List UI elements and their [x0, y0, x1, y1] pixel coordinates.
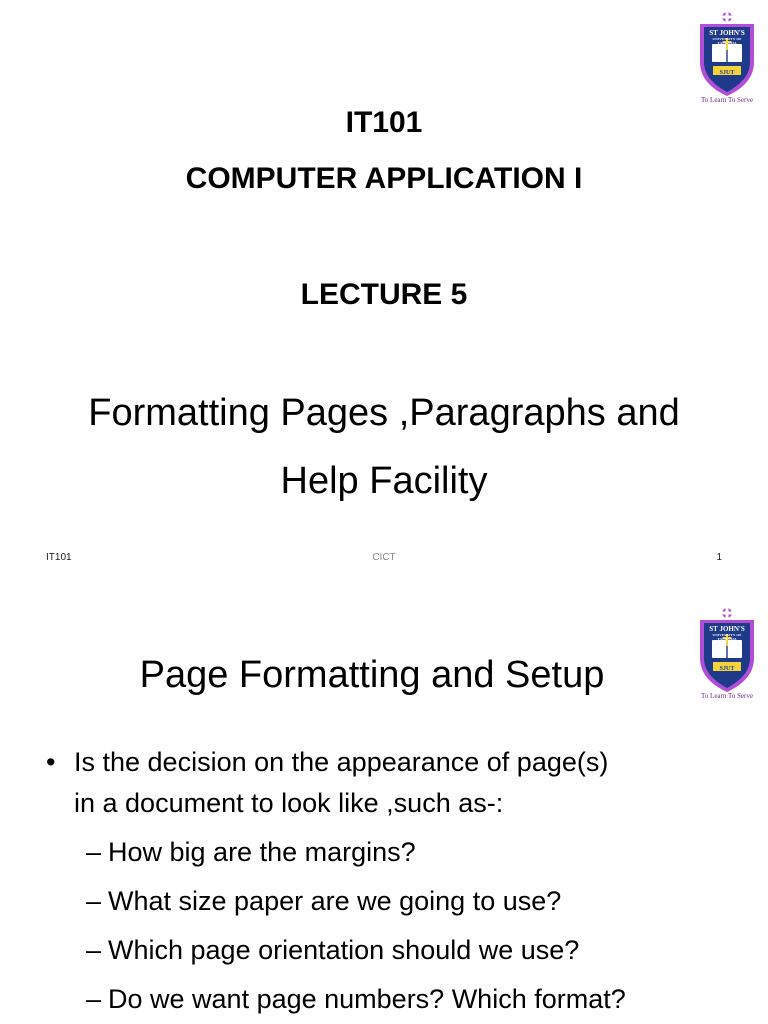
- dash-marker: –: [86, 984, 102, 1014]
- crest-motto: To Learn To Serve: [701, 692, 753, 700]
- sub-bullet-text: Do we want page numbers? Which format?: [108, 984, 626, 1014]
- footer-department: CICT: [372, 552, 396, 563]
- dash-marker: –: [86, 886, 102, 916]
- sub-bullet-item: [86, 930, 579, 971]
- dash-marker: –: [86, 935, 102, 965]
- crest-name: ST JOHN'S: [709, 625, 745, 633]
- bullet-marker: •: [46, 747, 56, 777]
- sub-bullet-item: [86, 832, 416, 873]
- crest-abbr: SJUT: [719, 666, 735, 672]
- sub-bullet-text: Which page orientation should we use?: [108, 935, 580, 965]
- subject-heading: COMPUTER APPLICATION I: [185, 162, 583, 195]
- lecture-title-line2: Help Facility: [280, 460, 488, 502]
- sub-bullet-text: How big are the margins?: [108, 837, 416, 867]
- crest-name: ST JOHN'S: [709, 29, 745, 37]
- footer-course: IT101: [46, 552, 72, 563]
- lecture-title-line1: Formatting Pages ,Paragraphs and: [88, 392, 680, 434]
- crest-subname: UNIVERSITY OF TANZANIA: [712, 633, 742, 641]
- crest-subname: UNIVERSITY OF TANZANIA: [712, 37, 742, 45]
- slide-title: Page Formatting and Setup: [139, 654, 605, 696]
- bullet-text-line1: Is the decision on the appearance of page(s): [74, 747, 609, 777]
- content-slide: [0, 584, 768, 1024]
- course-code-heading: IT101: [345, 106, 423, 139]
- university-crest-logo: [696, 10, 758, 110]
- crest-shield-icon: [696, 10, 758, 98]
- crest-abbr: SJUT: [719, 70, 735, 76]
- bullet-text-line2: in a document to look like ,such as-:: [74, 788, 504, 818]
- lecture-heading: LECTURE 5: [300, 278, 468, 311]
- footer-page-number: 1: [716, 552, 722, 563]
- sub-bullet-item: [86, 881, 561, 922]
- dash-marker: –: [86, 837, 102, 867]
- crest-motto: To Learn To Serve: [701, 96, 753, 104]
- sub-bullet-text: What size paper are we going to use?: [108, 886, 562, 916]
- sub-bullet-item: [86, 979, 626, 1020]
